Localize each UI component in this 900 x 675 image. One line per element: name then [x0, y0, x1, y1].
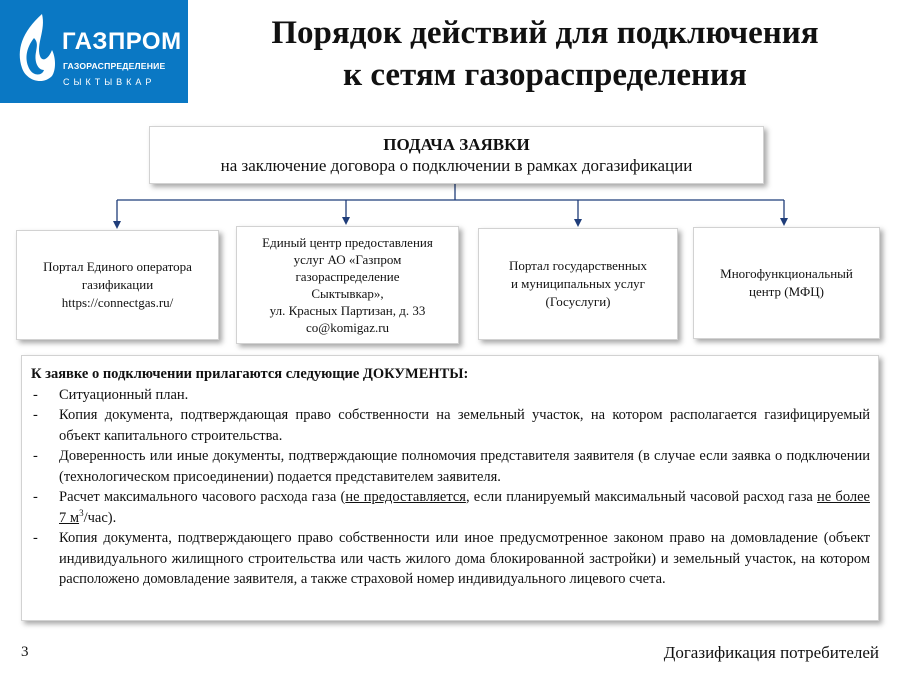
underlined-text: не предоставляется: [345, 489, 466, 505]
option-line: центр (МФЦ): [749, 284, 824, 299]
page-number: 3: [21, 644, 29, 660]
logo-brand: ГАЗПРОМ: [62, 28, 182, 55]
option-connectgas-portal: [16, 230, 219, 340]
option-line: Единый центр предоставления: [262, 235, 433, 250]
text: Расчет максимального часового расхода газа (: [59, 489, 346, 505]
text: , если планируемый максимальный часовой расход газа: [465, 489, 818, 505]
logo-city: СЫКТЫВКАР: [63, 77, 156, 87]
option-line: Многофункциональный: [720, 266, 853, 281]
list-item: - Ситуационный план.: [31, 385, 870, 406]
option-line: (Госуслуги): [545, 294, 611, 309]
page-title-line-2: к сетям газораспределения: [343, 57, 747, 93]
option-address: ул. Красных Партизан, д. 33: [269, 303, 426, 318]
documents-heading: К заявке о подключении прилагаются следующие ДОКУМЕНТЫ:: [31, 366, 469, 382]
application-heading: ПОДАЧА ЗАЯВКИ: [383, 135, 530, 154]
footer-caption: Догазификация потребителей: [663, 643, 879, 662]
option-mfc: [693, 227, 880, 339]
option-gosuslugi: [478, 228, 678, 340]
list-item: - Копия документа, подтверждающая право собственности на земельный участок, на котором располагается газифицируемый объект капитального строительства.: [31, 405, 870, 446]
option-line: услуг АО «Газпром: [293, 252, 402, 267]
application-subtitle: на заключение договора о подключении в рамках догазификации: [220, 156, 693, 175]
flow-arrows: [0, 0, 900, 240]
option-service-center: [236, 226, 459, 344]
page-title-line-1: Порядок действий для подключения: [271, 15, 819, 51]
documents-list: [31, 385, 870, 590]
option-line: газификации: [81, 277, 154, 292]
option-line: Портал государственных: [508, 258, 648, 273]
list-item: - Копия документа, подтверждающего право собственности или иное предусмотренное законом право на домовладение (объект индивидуального жилищного строительства или часть жилого дома блокированной застройки) и земельный участок, на котором расположено домовладение заявителя, а также страховой номер индивидуального лицевого счета.: [31, 528, 870, 590]
connectgas-link[interactable]: https://connectgas.ru/: [61, 295, 174, 310]
option-email-link[interactable]: co@komigaz.ru: [305, 320, 390, 335]
option-line: газораспределение: [295, 269, 400, 284]
list-item: - Доверенность или иные документы, подтверждающие полномочия представителя заявителя (в случае если заявка о подключении (технологическом присоединении) подается представителем заявителя.: [31, 446, 870, 487]
underlined-text: не более 7 м: [59, 489, 870, 526]
documents-panel: [21, 355, 879, 621]
option-line: Портал Единого оператора: [43, 259, 192, 274]
option-line: Сыктывкар»,: [311, 286, 384, 301]
option-line: и муниципальных услуг: [510, 276, 646, 291]
application-box: [149, 126, 764, 184]
logo-subtitle: ГАЗОРАСПРЕДЕЛЕНИЕ: [63, 61, 166, 71]
text: /час).: [83, 509, 117, 526]
list-item: [31, 487, 870, 528]
superscript: 3: [79, 507, 84, 518]
